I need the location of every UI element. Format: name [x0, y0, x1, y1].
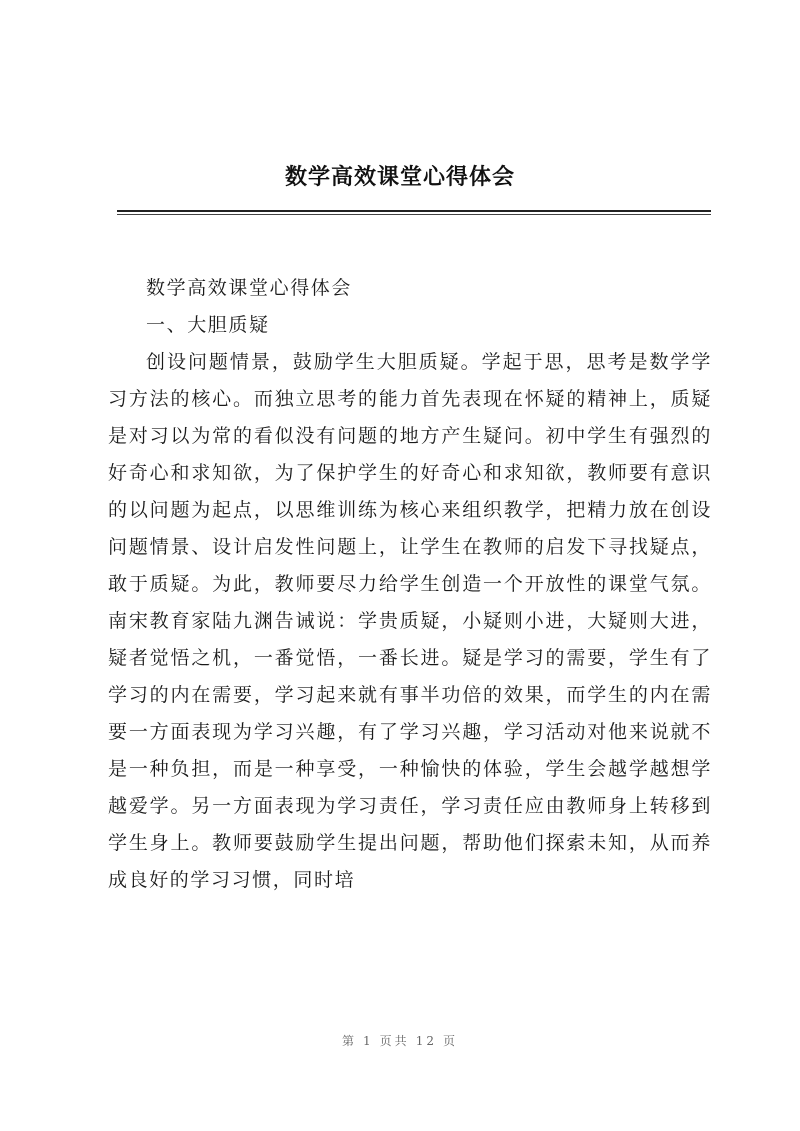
- title-divider-thin: [117, 214, 711, 215]
- title-divider: [117, 210, 711, 212]
- page-footer: [0, 1032, 800, 1049]
- footer-middle: 页共: [379, 1034, 410, 1048]
- footer-total-pages: 12: [415, 1034, 437, 1048]
- footer-page-number: 1: [363, 1034, 374, 1048]
- body-paragraph: 创设问题情景，鼓励学生大胆质疑。学起于思，思考是数学学习方法的核心。而独立思考的能力首先表现在怀疑的精神上，质疑是对习以为常的看似没有问题的地方产生疑问。初中学生有强烈的好奇心和求知欲，为了保护学生的好奇心和求知欲，教师要有意识的以问题为起点，以思维训练为核心来组织教学，把精力放在创设问题情景、设计启发性问题上，让学生在教师的启发下寻找疑点，敢于质疑。为此，教师要尽力给学生创造一个开放性的课堂气氛。南宋教育家陆九渊告诫说：学贵质疑，小疑则小进，大疑则大进，疑者觉悟之机，一番觉悟，一番长进。疑是学习的需要，学生有了学习的内在需要，学习起来就有事半功倍的效果，而学生的内在需要一方面表现为学习兴趣，有了学习兴趣，学习活动对他来说就不是一种负担，而是一种享受，一种愉快的体验，学生会越学越想学越爱学。另一方面表现为学习责任，学习责任应由教师身上转移到学生身上。教师要鼓励学生提出问题，帮助他们探索未知，从而养成良好的学习习惯，同时培: [108, 351, 712, 891]
- section-heading: 一、大胆质疑: [146, 314, 270, 336]
- document-body: [108, 270, 712, 899]
- footer-prefix: 第: [342, 1034, 358, 1048]
- document-title: 数学高效课堂心得体会: [284, 164, 515, 190]
- body-heading: 数学高效课堂心得体会: [146, 277, 353, 299]
- footer-suffix: 页: [442, 1034, 458, 1048]
